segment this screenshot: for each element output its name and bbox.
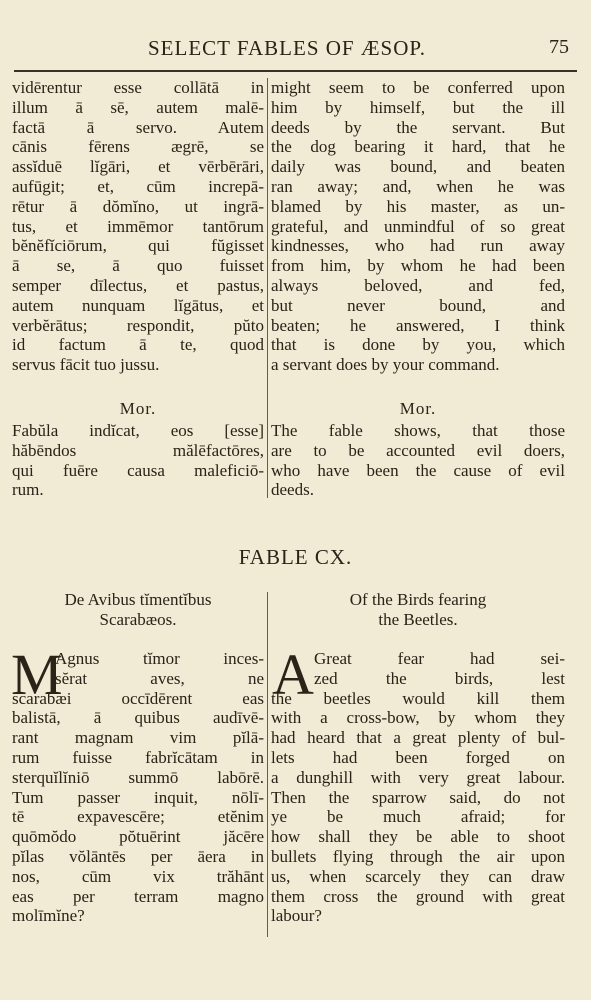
text-line: from him, by whom he had been (271, 256, 565, 276)
text-line: ā se, ā quo fuisset (12, 256, 264, 276)
text-line: rant magnam vim pĭlā- (12, 728, 264, 748)
text-line: blamed by his master, as un- (271, 196, 565, 216)
text-line: rum fuisse fabrĭcātam in (12, 747, 264, 767)
running-head (0, 36, 591, 62)
text-line: lets had been forged on (271, 747, 565, 767)
text-line: hăbēndos mălēfactōres, (12, 440, 264, 460)
page-number: 75 (549, 36, 569, 58)
text-line: daily was bound, and beaten (271, 157, 565, 177)
text-line: him by himself, but the ill (271, 97, 565, 117)
latin-moral-text (12, 421, 264, 500)
text-line: who have been the cause of evil (271, 460, 565, 480)
text-line: always beloved, and fed, (271, 275, 565, 295)
text-line: grateful, and unmindful of so great (271, 216, 565, 236)
text-line: labour? (271, 906, 322, 926)
text-line: cānis fērens ægrē, se (12, 137, 264, 157)
text-line: with a cross-bow, by whom they (271, 708, 565, 728)
text-line: sĕrat aves, ne (55, 668, 264, 688)
text-line: nos, cūm vix trăhānt (12, 866, 264, 886)
text-line: Then the sparrow said, do not (271, 787, 565, 807)
text-line: pĭlas vŏlāntēs per āera in (12, 846, 264, 866)
moral-heading-english: Mor. (399, 399, 437, 418)
text-line: Tum passer inquit, nōlī- (12, 787, 264, 807)
title-line: the Beetles. (378, 610, 458, 629)
english-fable-text (271, 642, 565, 926)
text-line: beaten; he answered, I think (271, 315, 565, 335)
text-line: eas per terram magno (12, 886, 264, 906)
fable-title-english (271, 590, 565, 630)
text-line: aufūgit; et, cūm increpā- (12, 176, 264, 196)
text-line: servus fācit tuo jussu. (12, 355, 160, 375)
header-rule (14, 70, 577, 72)
text-line: ran away; and, when he was (271, 176, 565, 196)
latin-text-column (12, 78, 264, 375)
text-line: vidērentur esse collātā in (12, 78, 264, 97)
text-line: scarabæi occīdērent eas (12, 688, 264, 708)
text-line: molīmĭne? (12, 906, 85, 926)
text-line: how shall they be able to shoot (271, 827, 565, 847)
fable-title-latin (12, 590, 264, 630)
text-line: them cross the ground with great (271, 886, 565, 906)
text-line: autem nunquam lĭgātus, et (12, 295, 264, 315)
text-line: the dog bearing it hard, that he (271, 137, 565, 157)
text-line: the beetles would kill them (271, 688, 565, 708)
title-line: Scarabæos. (99, 610, 177, 629)
running-title: SELECT FABLES OF ÆSOP. (148, 36, 426, 60)
text-line: kindnesses, who had run away (271, 236, 565, 256)
text-line: Fabŭla indĭcat, eos [esse] (12, 421, 264, 440)
text-line: are to be accounted evil doers, (271, 440, 565, 460)
text-line: assĭduē lĭgāri, et vērbērāri, (12, 157, 264, 177)
latin-fable-text (11, 642, 264, 926)
text-line: us, when scarcely they can draw (271, 866, 565, 886)
drop-cap-latin: M (11, 642, 63, 707)
text-line: verbĕrātus; respondit, pŭto (12, 315, 264, 335)
text-line: semper dīlectus, et pastus, (12, 275, 264, 295)
text-line: bĕnĕfĭciōrum, qui fŭgisset (12, 236, 264, 256)
title-line: Of the Birds fearing (349, 590, 487, 609)
text-line: id factum ā te, quod (12, 335, 264, 355)
column-divider (267, 592, 268, 937)
text-line: qui fuēre causa maleficiō- (12, 460, 264, 480)
text-line: illum ā sē, autem malē- (12, 97, 264, 117)
text-line: quōmŏdo pŏtuērint jăcēre (12, 827, 264, 847)
text-line: zed the birds, lest (314, 668, 565, 688)
text-line: sterquĭlĭniō summō labōrē. (12, 767, 264, 787)
text-line: ye be much afraid; for (271, 807, 565, 827)
text-line: rum. (12, 480, 44, 500)
text-line: tē expavescēre; etĕnim (12, 807, 264, 827)
text-line: The fable shows, that those (271, 421, 565, 440)
column-divider (267, 78, 268, 498)
text-line: might seem to be conferred upon (271, 78, 565, 97)
text-line: a servant does by your command. (271, 355, 500, 375)
text-line: Great fear had sei- (314, 649, 565, 668)
drop-cap-english: A (272, 642, 314, 707)
text-line: tus, et immēmor tantōrum (12, 216, 264, 236)
title-line: De Avibus tĭmentĭbus (64, 590, 212, 609)
text-line: balistā, ā quibus audīvē- (12, 708, 264, 728)
text-line: Agnus tĭmor inces- (55, 649, 264, 668)
text-line: had heard that a great plenty of bul- (271, 728, 565, 748)
text-line: rētur ā dŏmĭno, ut ingrā- (12, 196, 264, 216)
text-line: factā ā servo. Autem (12, 117, 264, 137)
moral-heading-latin: Mor. (119, 399, 157, 418)
text-line: bullets flying through the air upon (271, 846, 565, 866)
english-text-column (271, 78, 565, 375)
text-line: that is done by you, which (271, 335, 565, 355)
text-line: a dunghill with very great labour. (271, 767, 565, 787)
fable-number-heading: FABLE CX. (238, 545, 353, 569)
english-moral-text (271, 421, 565, 500)
text-line: but never bound, and (271, 295, 565, 315)
text-line: deeds by the servant. But (271, 117, 565, 137)
text-line: deeds. (271, 480, 314, 500)
